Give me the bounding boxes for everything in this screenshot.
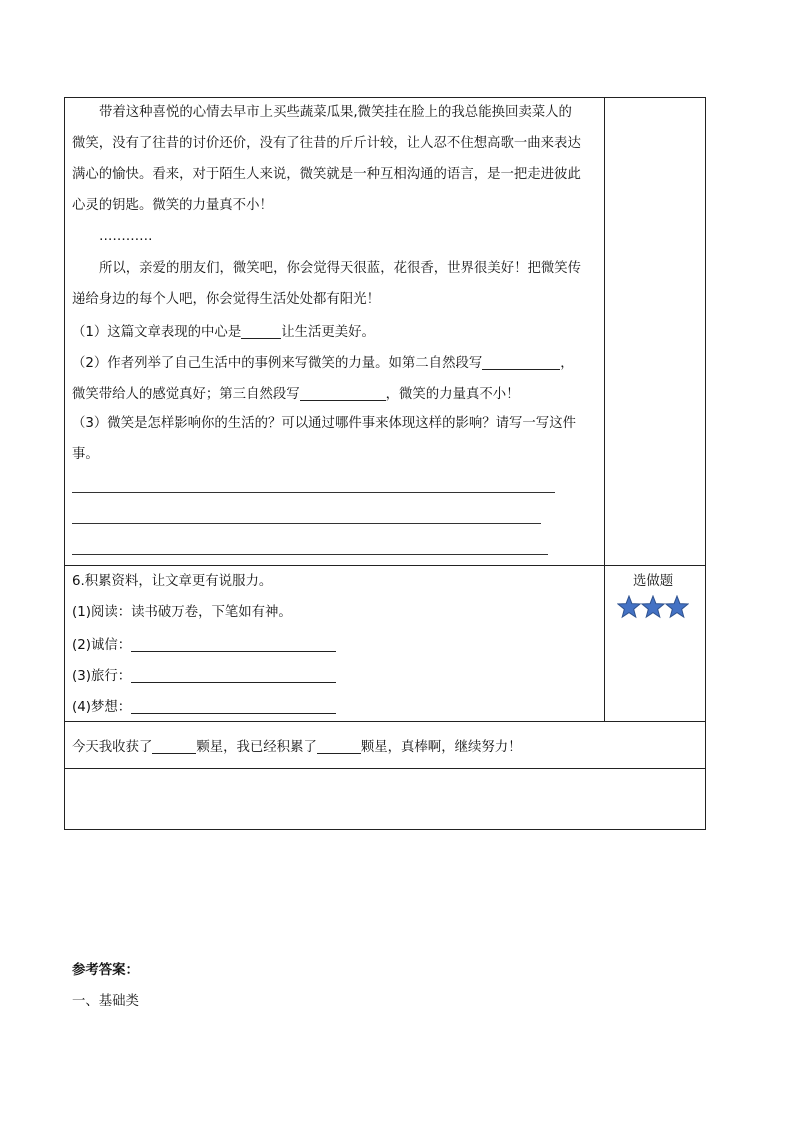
question-1-tail: 让生活更美好。 [281, 325, 375, 340]
summary-text-2: 颗星，我已经积累了 [196, 740, 317, 755]
question-2-text: （2）作者列举了自己生活中的事例来写微笑的力量。如第二自然段写 [72, 356, 483, 371]
summary-text-3: 颗星，真棒啊，继续努力！ [360, 740, 522, 755]
task-6-item-reading: (1)阅读：读书破万卷，下笔如有神。 [72, 605, 292, 620]
answers-heading: 参考答案： [72, 963, 139, 978]
task-6-item-honesty: (2)诚信： [72, 637, 336, 652]
summary-text-1: 今天我收获了 [72, 740, 153, 755]
passage-line: 递给身边的每个人吧，你会觉得生活处处都有阳光！ [72, 292, 380, 307]
answer-blank[interactable] [482, 355, 560, 370]
star-summary [72, 739, 522, 754]
table-row-divider-1 [64, 565, 706, 566]
table-top-border [64, 97, 706, 98]
passage-line: 带着这种喜悦的心情去早市上买些蔬菜瓜果,微笑挂在脸上的我总能换回卖菜人的 [99, 105, 572, 120]
answer-blank[interactable] [300, 386, 386, 401]
answer-blank[interactable] [131, 699, 336, 714]
answer-blank[interactable] [131, 668, 336, 683]
answers-section-basic: 一、基础类 [72, 994, 139, 1009]
answer-blank[interactable] [152, 739, 196, 754]
table-row-divider-3 [64, 768, 706, 769]
star-icon [617, 595, 641, 619]
answer-blank[interactable] [317, 739, 361, 754]
passage-line: 微笑，没有了往昔的讨价还价，没有了往昔的斤斤计较，让人忍不住想高歌一曲来表达 [72, 136, 581, 151]
question-2-tail: ，微笑的力量真不小！ [385, 387, 520, 402]
question-2-comma: ， [560, 356, 574, 371]
question-2-text-2: 微笑带给人的感觉真好；第三自然段写 [72, 387, 300, 402]
passage-ellipsis: ………… [99, 229, 153, 244]
question-1-text: （1）这篇文章表现的中心是 [72, 325, 242, 340]
table-right-border [705, 97, 706, 830]
writing-line[interactable] [72, 554, 548, 555]
answer-blank[interactable] [241, 324, 281, 339]
question-1 [72, 324, 375, 339]
table-bottom-border [64, 829, 706, 830]
task-6-title: 6.积累资料，让文章更有说服力。 [72, 574, 273, 589]
table-row-divider-2 [64, 721, 706, 722]
answer-blank[interactable] [131, 637, 336, 652]
question-2-line-2 [72, 386, 520, 401]
table-column-divider [604, 97, 605, 722]
question-3-line-1: （3）微笑是怎样影响你的生活的？可以通过哪件事来体现这样的影响？请写一写这件 [72, 416, 576, 431]
question-2-line-1 [72, 355, 574, 370]
passage-line: 心灵的钥匙。微笑的力量真不小！ [72, 198, 273, 213]
question-3-line-2: 事。 [72, 447, 99, 462]
table-left-border [64, 97, 65, 830]
writing-line[interactable] [72, 523, 541, 524]
task-6-item-dream: (4)梦想： [72, 699, 336, 714]
passage-line: 满心的愉快。看来，对于陌生人来说，微笑就是一种互相沟通的语言，是一把走进彼此 [72, 167, 581, 182]
optional-task-label: 选做题 [633, 574, 674, 589]
star-icon [665, 595, 689, 619]
passage-line: 所以，亲爱的朋友们，微笑吧，你会觉得天很蓝，花很香，世界很美好！把微笑传 [99, 261, 582, 276]
star-icon [641, 595, 665, 619]
task-6-item-travel: (3)旅行： [72, 668, 336, 683]
writing-line[interactable] [72, 492, 555, 493]
